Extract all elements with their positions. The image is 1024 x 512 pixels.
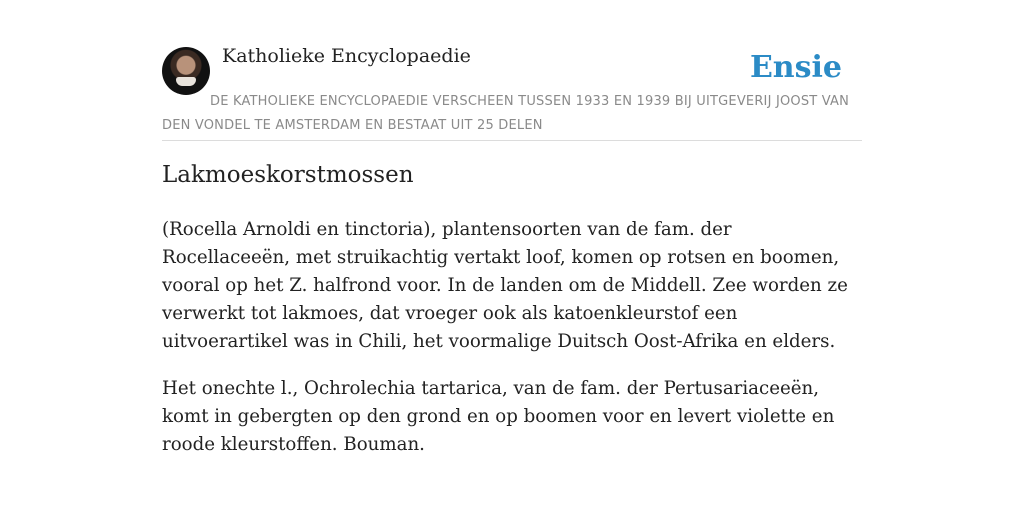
article-paragraph: (Rocella Arnoldi en tinctoria), plantensoorten van de fam. der Rocellaceeën, met struikachtig vertakt loof, komen op rotsen en boomen, vooral op het Z. halfrond voor. In de landen om de Middell. Zee worden ze verwerkt tot lakmoes, dat vroeger ook als katoenkleurstof een uitvoerartikel was in Chili, het voormalige Duitsch Oost-Afrika en elders. [162, 219, 848, 352]
site-header [162, 0, 862, 141]
avatar-collar [176, 77, 196, 86]
site-title[interactable]: Katholieke Encyclopaedie [222, 45, 471, 67]
portrait-avatar-icon[interactable] [162, 47, 210, 95]
page [162, 0, 862, 455]
article-body [162, 216, 862, 478]
ensie-logo-link[interactable]: Ensie [749, 50, 842, 85]
site-description: DE KATHOLIEKE ENCYCLOPAEDIE VERSCHEEN TUSSEN 1933 EN 1939 BIJ UITGEVERIJ JOOST VAN DEN VONDEL TE AMSTERDAM EN BESTAAT UIT 25 DELEN [162, 94, 850, 133]
article-title: Lakmoeskorstmossen [162, 162, 414, 188]
article-paragraph: Het onechte l., Ochrolechia tartarica, van de fam. der Pertusariaceeën, komt in gebergten op den grond en op boomen voor en levert violette en roode kleurstoffen. Bouman. [162, 378, 835, 455]
